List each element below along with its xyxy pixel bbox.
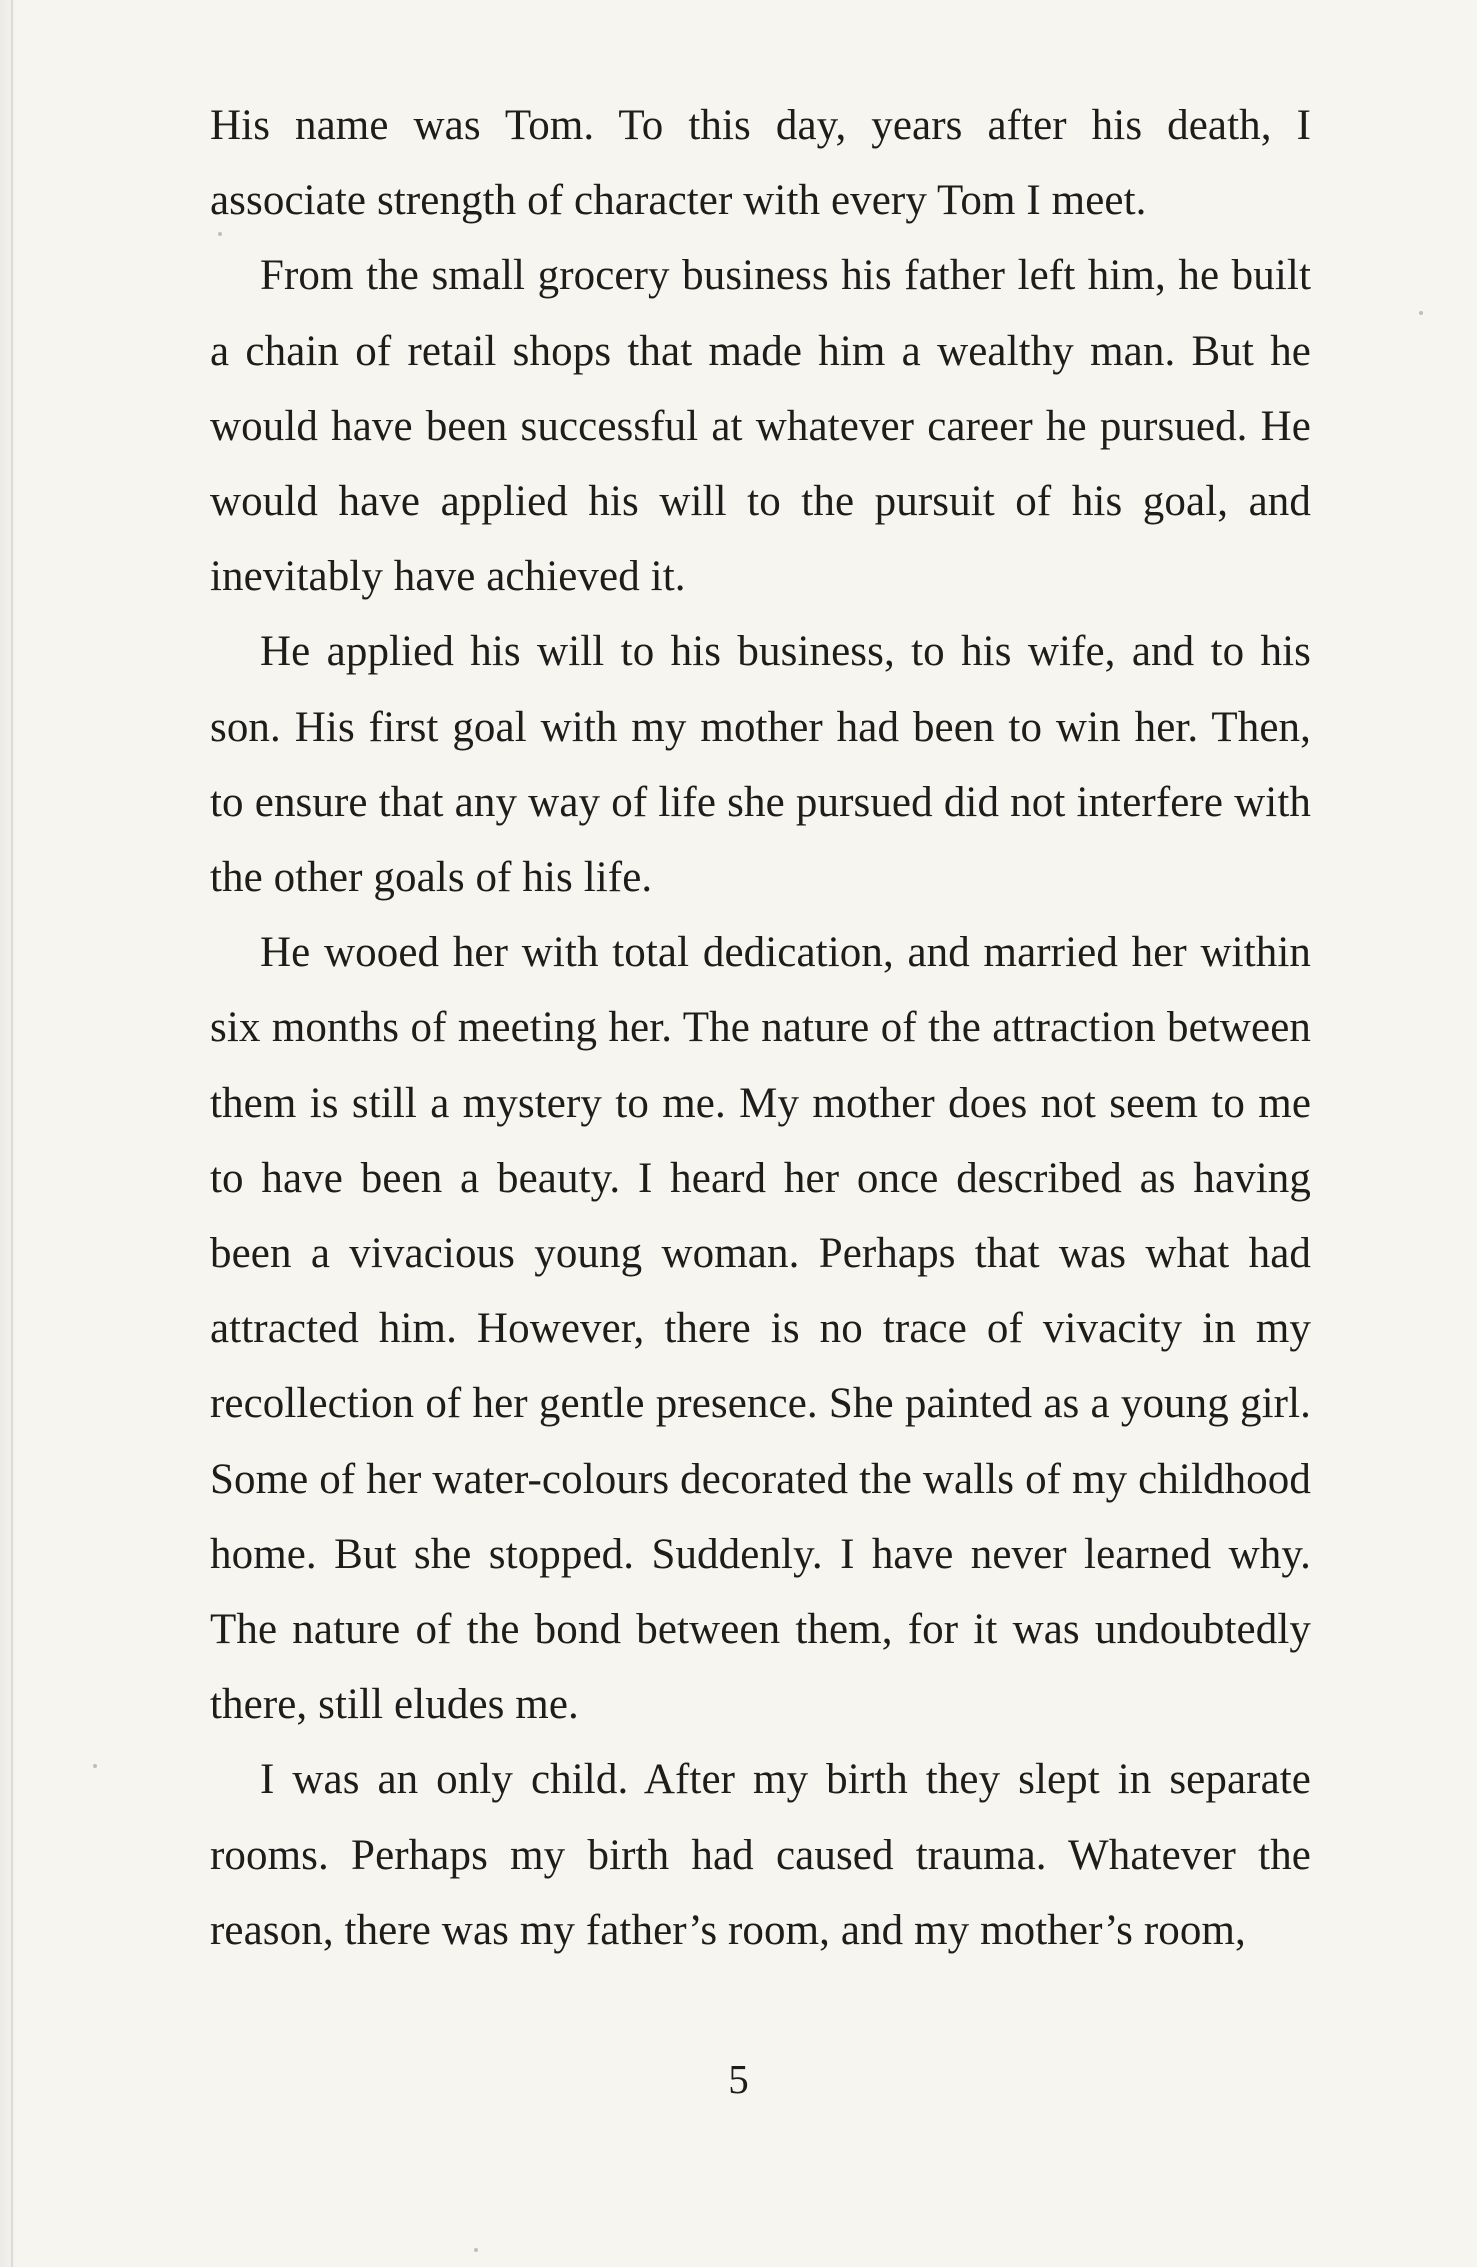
paragraph: From the small grocery business his father left him, he built a chain of retail shops that made him a wealthy man. But he would have been successful at whatever career he pursued. He would have applied his will to the pursuit of his goal, and inevitably have achieved it. — [210, 252, 1311, 601]
paragraph: His name was Tom. To this day, years after his death, I associate strength of character with every Tom I meet. — [210, 102, 1311, 225]
paragraph: He wooed her with total dedication, and married her within six months of meeting her. The nature of the attraction between them is still a mystery to me. My mother does not seem to me to have been a beauty. I heard her once described as having been a vivacious young woman. Perhaps that was what had attracted him. However, there is no trace of vivacity in my recollection of her gentle presence. She painted as a young girl. Some of her water-colours decorated the walls of my childhood home. But she stopped. Suddenly. I have never learned why. The nature of the bond between them, for it was undoubtedly there, still eludes me. — [210, 929, 1311, 1729]
page-binding-edge — [11, 0, 13, 2267]
paper-speck — [474, 2248, 478, 2252]
paper-speck — [1419, 311, 1423, 315]
paper-speck — [93, 1764, 97, 1768]
page-number: 5 — [728, 2056, 749, 2102]
paragraph: He applied his will to his business, to his wife, and to his son. His first goal with my mother had been to win her. Then, to ensure that any way of life she pursued did not interfere with the other goals of his life. — [210, 628, 1311, 902]
body-text — [210, 88, 1311, 1968]
paragraph: I was an only child. After my birth they slept in separate rooms. Perhaps my birth had caused trauma. Whatever the reason, there was my father’s room, and my mother’s room, — [210, 1756, 1311, 1954]
